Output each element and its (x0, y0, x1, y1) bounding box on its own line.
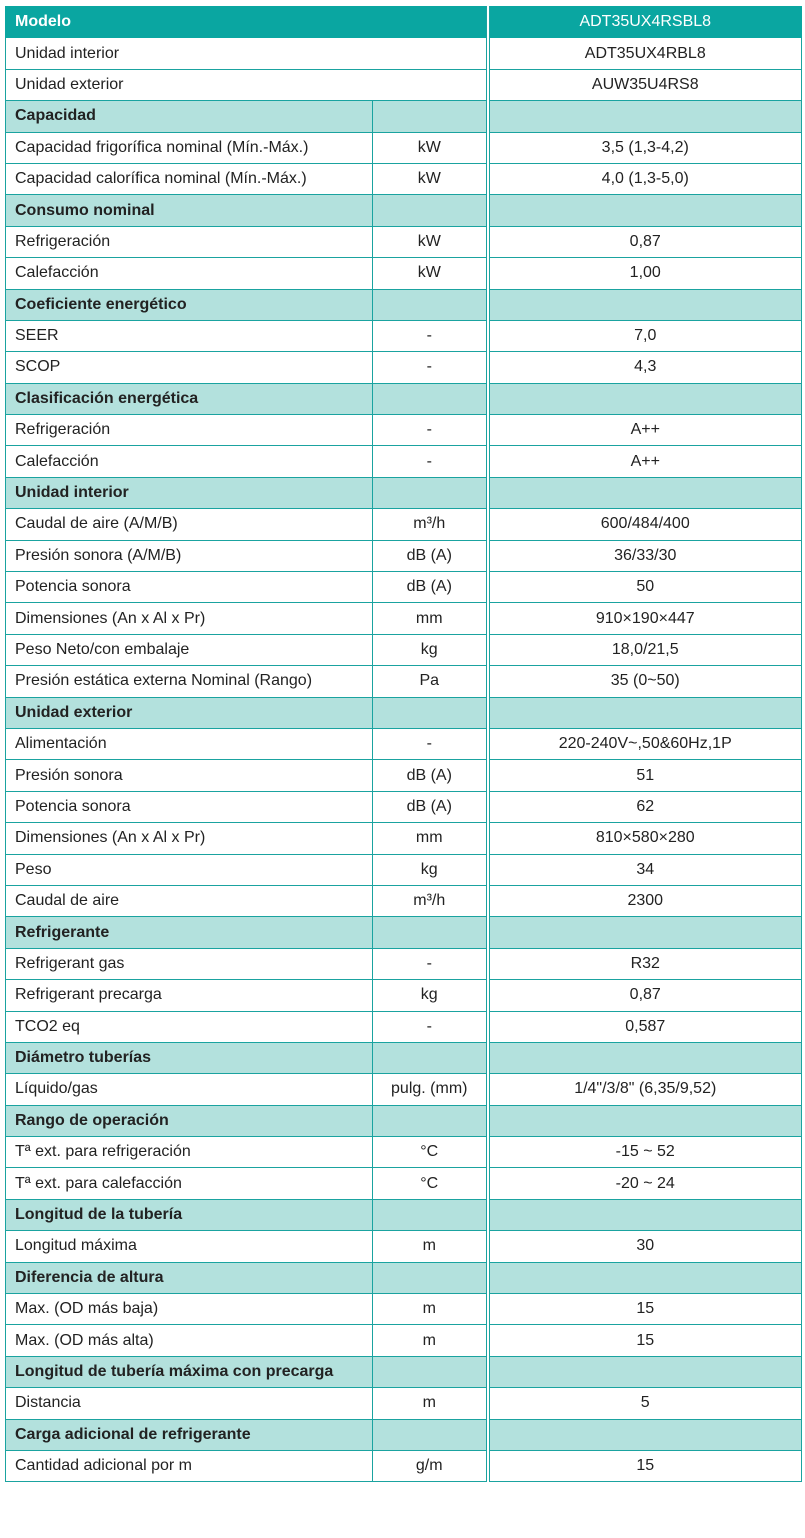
row-label: Refrigeración (6, 226, 373, 257)
section-header-row (6, 1042, 802, 1073)
section-value-cell (488, 1105, 802, 1136)
row-label: Refrigerant gas (6, 948, 373, 979)
row-value: 0,87 (488, 980, 802, 1011)
section-header-row (6, 1419, 802, 1450)
section-title: Longitud de tubería máxima con precarga (6, 1356, 373, 1387)
section-header-row (6, 1262, 802, 1293)
section-title: Longitud de la tubería (6, 1199, 373, 1230)
row-label: Capacidad frigorífica nominal (Mín.-Máx.) (6, 132, 373, 163)
row-value: 30 (488, 1231, 802, 1262)
row-value: 220-240V~,50&60Hz,1P (488, 728, 802, 759)
section-title: Carga adicional de refrigerante (6, 1419, 373, 1450)
row-unit: kW (373, 132, 488, 163)
table-row (6, 132, 802, 163)
section-title: Coeficiente energético (6, 289, 373, 320)
row-label: Peso (6, 854, 373, 885)
row-value: 18,0/21,5 (488, 634, 802, 665)
section-header-row (6, 697, 802, 728)
row-value: 2300 (488, 885, 802, 916)
row-unit: pulg. (mm) (373, 1074, 488, 1105)
row-value: A++ (488, 415, 802, 446)
row-unit: m (373, 1388, 488, 1419)
table-row (6, 1074, 802, 1105)
section-title: Consumo nominal (6, 195, 373, 226)
header-model-value: ADT35UX4RSBL8 (488, 7, 802, 38)
table-row (6, 38, 802, 69)
row-label: Tª ext. para calefacción (6, 1168, 373, 1199)
row-label: Max. (OD más baja) (6, 1294, 373, 1325)
row-label: Unidad exterior (6, 69, 488, 100)
row-value: -15 ~ 52 (488, 1137, 802, 1168)
table-row (6, 980, 802, 1011)
row-unit: - (373, 446, 488, 477)
table-row (6, 1294, 802, 1325)
spec-table-body (6, 7, 802, 1482)
row-label: Refrigeración (6, 415, 373, 446)
row-unit: °C (373, 1168, 488, 1199)
table-row (6, 415, 802, 446)
row-unit: kW (373, 258, 488, 289)
row-unit: dB (A) (373, 791, 488, 822)
row-label: Líquido/gas (6, 1074, 373, 1105)
section-unit-cell (373, 1105, 488, 1136)
row-unit: kW (373, 226, 488, 257)
row-value: AUW35U4RS8 (488, 69, 802, 100)
row-unit: - (373, 415, 488, 446)
table-row (6, 634, 802, 665)
section-unit-cell (373, 917, 488, 948)
row-label: Max. (OD más alta) (6, 1325, 373, 1356)
row-label: Tª ext. para refrigeración (6, 1137, 373, 1168)
row-label: Cantidad adicional por m (6, 1450, 373, 1481)
table-row (6, 320, 802, 351)
section-title: Capacidad (6, 101, 373, 132)
table-row (6, 823, 802, 854)
row-unit: kW (373, 163, 488, 194)
section-unit-cell (373, 383, 488, 414)
row-value: 4,3 (488, 352, 802, 383)
row-label: Refrigerant precarga (6, 980, 373, 1011)
row-label: Presión sonora (6, 760, 373, 791)
table-row (6, 760, 802, 791)
table-row (6, 603, 802, 634)
table-row (6, 885, 802, 916)
row-value: 4,0 (1,3-5,0) (488, 163, 802, 194)
row-value: 3,5 (1,3-4,2) (488, 132, 802, 163)
section-header-row (6, 1356, 802, 1387)
row-value: 7,0 (488, 320, 802, 351)
header-model-label: Modelo (6, 7, 488, 38)
row-value: ADT35UX4RBL8 (488, 38, 802, 69)
section-title: Unidad interior (6, 477, 373, 508)
section-value-cell (488, 101, 802, 132)
row-unit: m³/h (373, 509, 488, 540)
row-label: Calefacción (6, 258, 373, 289)
row-unit: kg (373, 854, 488, 885)
row-label: SCOP (6, 352, 373, 383)
section-value-cell (488, 289, 802, 320)
section-header-row (6, 383, 802, 414)
row-unit: - (373, 352, 488, 383)
spec-table (5, 6, 802, 1482)
section-header-row (6, 1105, 802, 1136)
row-value: 5 (488, 1388, 802, 1419)
row-value: 50 (488, 572, 802, 603)
row-value: 0,587 (488, 1011, 802, 1042)
row-label: Presión sonora (A/M/B) (6, 540, 373, 571)
row-unit: m (373, 1231, 488, 1262)
section-unit-cell (373, 477, 488, 508)
section-unit-cell (373, 1262, 488, 1293)
row-value: 910×190×447 (488, 603, 802, 634)
section-header-row (6, 195, 802, 226)
row-value: A++ (488, 446, 802, 477)
table-row (6, 948, 802, 979)
row-value: 15 (488, 1294, 802, 1325)
table-row (6, 1388, 802, 1419)
row-unit: kg (373, 980, 488, 1011)
section-header-row (6, 289, 802, 320)
row-unit: °C (373, 1137, 488, 1168)
table-row (6, 540, 802, 571)
section-value-cell (488, 1042, 802, 1073)
row-unit: m³/h (373, 885, 488, 916)
row-label: Dimensiones (An x Al x Pr) (6, 603, 373, 634)
section-unit-cell (373, 289, 488, 320)
section-unit-cell (373, 1199, 488, 1230)
table-row (6, 163, 802, 194)
row-value: 51 (488, 760, 802, 791)
row-label: Alimentación (6, 728, 373, 759)
row-unit: m (373, 1325, 488, 1356)
table-row (6, 1231, 802, 1262)
row-label: Longitud máxima (6, 1231, 373, 1262)
section-value-cell (488, 1419, 802, 1450)
row-value: 15 (488, 1325, 802, 1356)
section-value-cell (488, 477, 802, 508)
row-value: 36/33/30 (488, 540, 802, 571)
row-label: Caudal de aire (A/M/B) (6, 509, 373, 540)
row-unit: mm (373, 823, 488, 854)
table-row (6, 226, 802, 257)
table-row (6, 728, 802, 759)
table-row (6, 1450, 802, 1481)
section-unit-cell (373, 697, 488, 728)
row-unit: mm (373, 603, 488, 634)
row-unit: - (373, 320, 488, 351)
row-unit: - (373, 948, 488, 979)
section-title: Clasificación energética (6, 383, 373, 414)
row-unit: kg (373, 634, 488, 665)
section-title: Rango de operación (6, 1105, 373, 1136)
table-row (6, 1168, 802, 1199)
row-value: 35 (0~50) (488, 666, 802, 697)
row-value: 1,00 (488, 258, 802, 289)
row-unit: dB (A) (373, 572, 488, 603)
table-row (6, 854, 802, 885)
table-row (6, 1137, 802, 1168)
section-unit-cell (373, 101, 488, 132)
row-label: Presión estática externa Nominal (Rango) (6, 666, 373, 697)
row-label: Capacidad calorífica nominal (Mín.-Máx.) (6, 163, 373, 194)
section-header-row (6, 477, 802, 508)
row-unit: dB (A) (373, 540, 488, 571)
section-value-cell (488, 195, 802, 226)
row-value: R32 (488, 948, 802, 979)
row-unit: g/m (373, 1450, 488, 1481)
section-value-cell (488, 1356, 802, 1387)
row-unit: - (373, 728, 488, 759)
table-row (6, 791, 802, 822)
section-value-cell (488, 383, 802, 414)
table-header-row (6, 7, 802, 38)
table-row (6, 446, 802, 477)
section-title: Unidad exterior (6, 697, 373, 728)
row-label: Caudal de aire (6, 885, 373, 916)
row-unit: Pa (373, 666, 488, 697)
row-unit: - (373, 1011, 488, 1042)
section-title: Diferencia de altura (6, 1262, 373, 1293)
section-unit-cell (373, 1356, 488, 1387)
table-row (6, 1325, 802, 1356)
section-title: Diámetro tuberías (6, 1042, 373, 1073)
table-row (6, 352, 802, 383)
table-row (6, 509, 802, 540)
row-value: 62 (488, 791, 802, 822)
row-label: Calefacción (6, 446, 373, 477)
row-label: Dimensiones (An x Al x Pr) (6, 823, 373, 854)
row-value: 15 (488, 1450, 802, 1481)
row-label: Distancia (6, 1388, 373, 1419)
table-row (6, 258, 802, 289)
section-value-cell (488, 697, 802, 728)
row-label: Potencia sonora (6, 572, 373, 603)
row-value: 0,87 (488, 226, 802, 257)
row-value: 600/484/400 (488, 509, 802, 540)
row-label: SEER (6, 320, 373, 351)
row-label: Unidad interior (6, 38, 488, 69)
table-row (6, 572, 802, 603)
row-value: 1/4"/3/8" (6,35/9,52) (488, 1074, 802, 1105)
row-value: 810×580×280 (488, 823, 802, 854)
row-unit: dB (A) (373, 760, 488, 791)
section-value-cell (488, 1262, 802, 1293)
section-unit-cell (373, 1419, 488, 1450)
table-row (6, 1011, 802, 1042)
row-value: 34 (488, 854, 802, 885)
section-title: Refrigerante (6, 917, 373, 948)
section-value-cell (488, 917, 802, 948)
section-unit-cell (373, 195, 488, 226)
row-label: Potencia sonora (6, 791, 373, 822)
section-header-row (6, 917, 802, 948)
section-header-row (6, 1199, 802, 1230)
row-label: TCO2 eq (6, 1011, 373, 1042)
section-unit-cell (373, 1042, 488, 1073)
section-value-cell (488, 1199, 802, 1230)
row-label: Peso Neto/con embalaje (6, 634, 373, 665)
row-unit: m (373, 1294, 488, 1325)
table-row (6, 666, 802, 697)
table-row (6, 69, 802, 100)
section-header-row (6, 101, 802, 132)
row-value: -20 ~ 24 (488, 1168, 802, 1199)
